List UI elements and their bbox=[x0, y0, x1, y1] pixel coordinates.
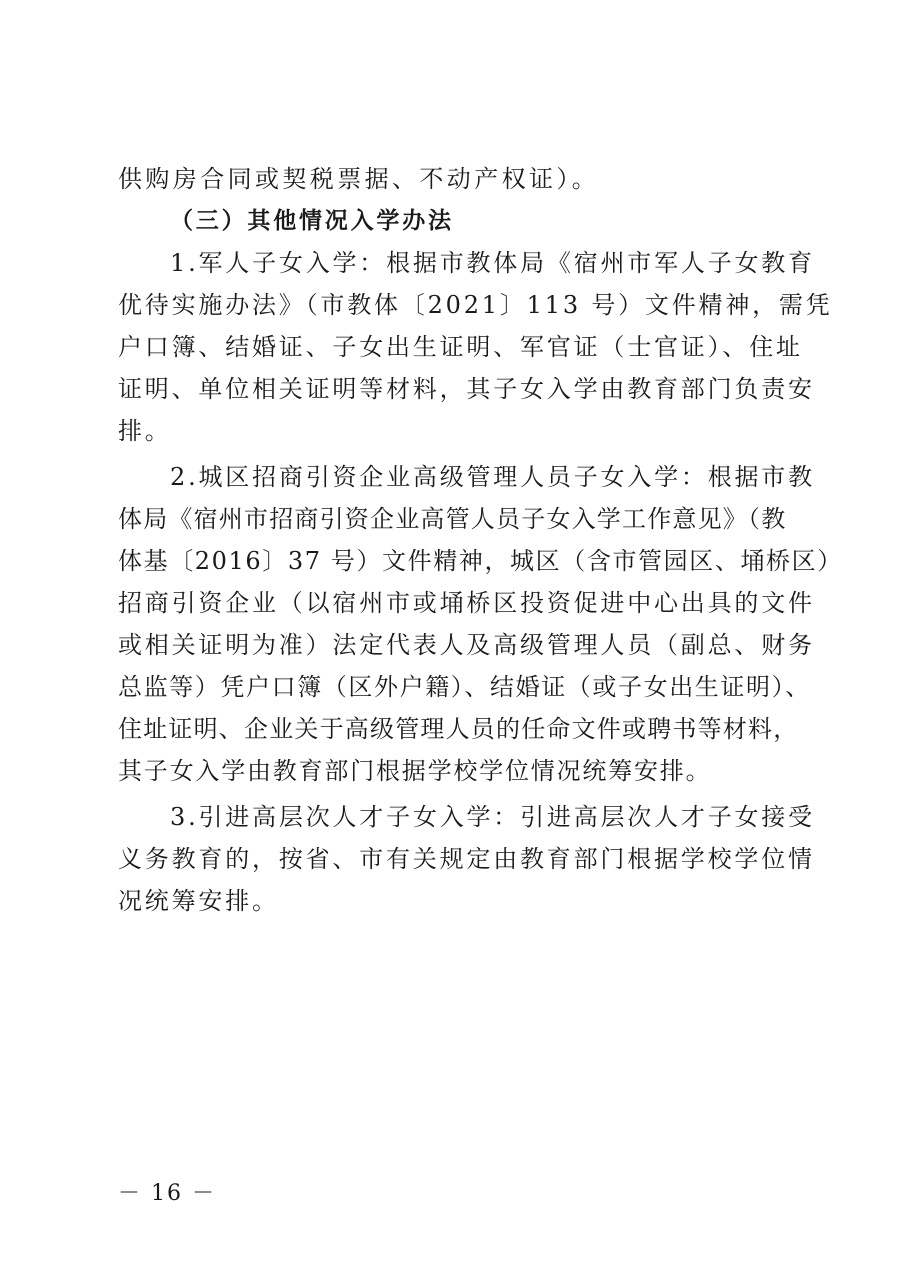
text-line: 其子女入学由教育部门根据学校学位情况统筹安排。 bbox=[118, 757, 712, 785]
heading-line: （三）其他情况入学办法 bbox=[170, 208, 454, 234]
text-line: 体局《宿州市招商引资企业高管人员子女入学工作意见》（教 bbox=[118, 505, 786, 533]
text-line: 住址证明、企业关于高级管理人员的任命文件或聘书等材料， bbox=[118, 715, 799, 743]
text-line: 优待实施办法》（市教体〔2021〕113 号）文件精神，需凭 bbox=[118, 291, 833, 319]
text-line: 总监等）凭户口簿（区外户籍）、结婚证（或子女出生证明）、 bbox=[118, 673, 811, 701]
paragraph-talent-children bbox=[118, 796, 815, 922]
text-line: 排。 bbox=[118, 417, 172, 445]
paragraph-investment-executives bbox=[118, 456, 843, 792]
text-line: 户口簿、结婚证、子女出生证明、军官证（士官证）、住址 bbox=[118, 333, 803, 361]
text-line: 况统筹安排。 bbox=[118, 887, 279, 915]
document-body bbox=[118, 158, 843, 922]
text-line: 招商引资企业（以宿州市或埇桥区投资促进中心出具的文件 bbox=[118, 589, 815, 617]
text-line: 证明、单位相关证明等材料，其子女入学由教育部门负责安 bbox=[118, 375, 815, 403]
text-line: 义务教育的，按省、市有关规定由教育部门根据学校学位情 bbox=[118, 845, 815, 873]
text-line: 2.城区招商引资企业高级管理人员子女入学：根据市教 bbox=[170, 463, 815, 491]
paragraph-military-children bbox=[118, 242, 833, 452]
text-line: 或相关证明为准）法定代表人及高级管理人员（副总、财务 bbox=[118, 631, 815, 659]
text-line: 供购房合同或契税票据、不动产权证）。 bbox=[118, 165, 600, 193]
paragraph-continuation bbox=[118, 158, 786, 200]
text-line: 3.引进高层次人才子女入学：引进高层次人才子女接受 bbox=[170, 803, 815, 831]
text-line: 1.军人子女入学：根据市教体局《宿州市军人子女教育 bbox=[170, 249, 815, 277]
section-heading bbox=[118, 200, 786, 242]
page-number: － 16 － bbox=[118, 1181, 216, 1206]
text-line: 体基〔2016〕37 号）文件精神，城区（含市管园区、埇桥区） bbox=[118, 547, 843, 575]
